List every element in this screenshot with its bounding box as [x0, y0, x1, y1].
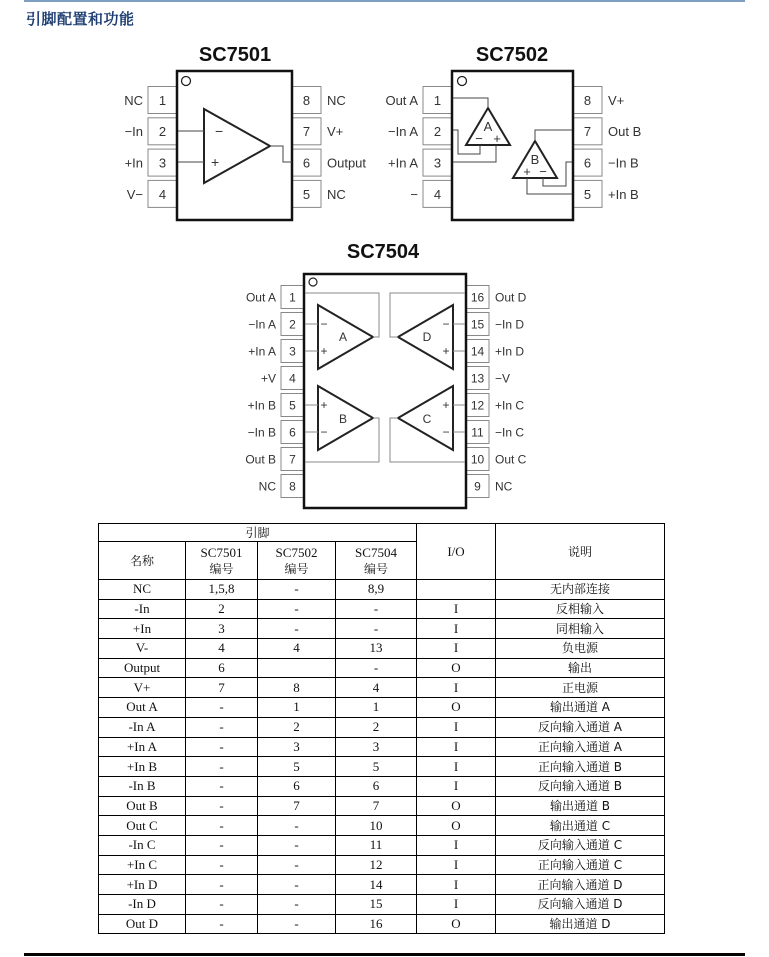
opamp-c-minus: −: [442, 425, 450, 439]
pin-number: 5: [583, 186, 592, 202]
cell-sc7504: -: [336, 599, 417, 619]
header-description: 说明: [496, 524, 665, 580]
cell-name: +In D: [99, 875, 186, 895]
pin-1: [124, 87, 177, 114]
cell-name: -In: [99, 599, 186, 619]
sc7501-diagram: [124, 44, 366, 220]
sc7502-amp-a-minus: −: [475, 131, 483, 146]
pin-label: Out B: [245, 452, 276, 467]
table-row: [99, 717, 665, 737]
cell-name: -In A: [99, 717, 186, 737]
pin-label: NC: [495, 479, 513, 494]
cell-sc7502: -: [258, 895, 336, 915]
pin-label: Out D: [495, 290, 527, 305]
pin-number: 14: [470, 344, 485, 359]
cell-io: [417, 580, 496, 600]
header-sc7501: [186, 542, 258, 580]
pin-number: 3: [158, 155, 167, 171]
opamp-b-label: B: [338, 412, 348, 426]
table-row: [99, 816, 665, 836]
table-row: [99, 698, 665, 718]
cell-sc7504: 4: [336, 678, 417, 698]
cell-desc: 输出通道 A: [496, 698, 665, 718]
table-row: [99, 678, 665, 698]
cell-sc7502: -: [258, 816, 336, 836]
sc7502-amp-a-label: A: [483, 119, 493, 134]
cell-sc7504: 1: [336, 698, 417, 718]
cell-io: O: [417, 914, 496, 934]
cell-sc7502: -: [258, 875, 336, 895]
pin-5: [292, 180, 346, 207]
cell-sc7502: 3: [258, 737, 336, 757]
cell-io: I: [417, 717, 496, 737]
table-row: [99, 737, 665, 757]
cell-name: NC: [99, 580, 186, 600]
pin-number: 4: [289, 371, 296, 386]
cell-name: Output: [99, 658, 186, 678]
pin-label: NC: [258, 479, 276, 494]
cell-io: I: [417, 776, 496, 796]
pin-number: 7: [583, 124, 592, 140]
pin-number: 8: [289, 479, 296, 494]
cell-sc7504: 5: [336, 757, 417, 777]
pin-label: Out B: [608, 124, 642, 140]
table-row: [99, 639, 665, 659]
pin-label: −In A: [248, 317, 276, 332]
cell-sc7504: -: [336, 658, 417, 678]
pin-label: −In: [124, 124, 143, 140]
cell-io: I: [417, 835, 496, 855]
cell-sc7501: -: [186, 816, 258, 836]
cell-sc7502: 4: [258, 639, 336, 659]
pin-number: 5: [302, 186, 311, 202]
cell-name: +In B: [99, 757, 186, 777]
cell-name: +In A: [99, 737, 186, 757]
table-row: [99, 658, 665, 678]
cell-sc7504: 10: [336, 816, 417, 836]
cell-io: I: [417, 855, 496, 875]
cell-desc: 反向输入通道 B: [496, 776, 665, 796]
pin-11: [466, 421, 524, 444]
cell-sc7501: -: [186, 835, 258, 855]
cell-name: -In D: [99, 895, 186, 915]
opamp-a-minus: −: [320, 317, 328, 331]
table-row: [99, 619, 665, 639]
pin-16: [466, 286, 527, 309]
pin-label: +In D: [495, 344, 525, 359]
cell-desc: 正电源: [496, 678, 665, 698]
pin-15: [466, 313, 524, 336]
table-row: [99, 914, 665, 934]
pin-4: [261, 367, 304, 390]
cell-sc7504: 3: [336, 737, 417, 757]
header-io: I/O: [417, 524, 496, 580]
cell-desc: 输出: [496, 658, 665, 678]
cell-sc7501: 4: [186, 639, 258, 659]
cell-sc7504: 2: [336, 717, 417, 737]
pin-number: 1: [158, 92, 167, 108]
pin-function-table: [98, 523, 665, 934]
pin-number: 4: [433, 186, 442, 202]
cell-sc7502: -: [258, 619, 336, 639]
pin-2: [248, 313, 304, 336]
pin-6: [248, 421, 304, 444]
cell-sc7502: 5: [258, 757, 336, 777]
pin-number: 10: [470, 452, 485, 467]
cell-name: V+: [99, 678, 186, 698]
cell-sc7501: -: [186, 895, 258, 915]
table-row: [99, 757, 665, 777]
cell-desc: 正向输入通道 D: [496, 875, 665, 895]
header-sc7504-num: 编号: [363, 561, 388, 576]
pin-label: −In B: [608, 155, 639, 171]
cell-desc: 负电源: [496, 639, 665, 659]
cell-sc7502: 1: [258, 698, 336, 718]
cell-desc: 输出通道 D: [496, 914, 665, 934]
pin-3: [125, 149, 177, 176]
pin-label: +In A: [248, 344, 276, 359]
cell-io: O: [417, 698, 496, 718]
cell-sc7501: -: [186, 698, 258, 718]
pin-label: Out C: [495, 452, 527, 467]
pin-label: NC: [327, 186, 346, 202]
pin-label: −In C: [495, 425, 525, 440]
pin-number: 2: [289, 317, 296, 332]
cell-io: I: [417, 875, 496, 895]
pin-number: 2: [433, 124, 442, 140]
table-row: [99, 796, 665, 816]
cell-desc: 反向输入通道 C: [496, 835, 665, 855]
pin-number: 7: [289, 452, 296, 467]
pin-number: 13: [470, 371, 485, 386]
opamp-d-label: D: [422, 330, 432, 344]
sc7502-amp-a-plus: +: [493, 131, 501, 146]
pin-7: [573, 118, 641, 145]
pin-10: [466, 448, 527, 471]
pin-5: [573, 180, 639, 207]
pin-2: [388, 118, 452, 145]
pin-number: 1: [289, 290, 296, 305]
cell-name: Out A: [99, 698, 186, 718]
table-row: [99, 599, 665, 619]
cell-sc7502: -: [258, 580, 336, 600]
pin-9: [466, 475, 513, 498]
cell-sc7502: 2: [258, 717, 336, 737]
cell-name: -In C: [99, 835, 186, 855]
table-row: [99, 835, 665, 855]
pin-label: +In C: [495, 398, 525, 413]
cell-sc7504: 11: [336, 835, 417, 855]
cell-sc7501: 1,5,8: [186, 580, 258, 600]
pin-label: V+: [327, 124, 344, 140]
pin-label: +V: [260, 371, 276, 386]
opamp-c-label: C: [422, 412, 432, 426]
pin-6: [573, 149, 639, 176]
pin-14: [466, 340, 524, 363]
cell-sc7501: -: [186, 796, 258, 816]
opamp-b-plus: +: [320, 398, 328, 412]
cell-desc: 输出通道 B: [496, 796, 665, 816]
cell-sc7504: 14: [336, 875, 417, 895]
pin-label: +In: [124, 155, 143, 171]
opamp-a-label: A: [338, 330, 348, 344]
pin-3: [248, 340, 304, 363]
cell-desc: 输出通道 C: [496, 816, 665, 836]
pin-13: [466, 367, 510, 390]
cell-name: Out B: [99, 796, 186, 816]
cell-name: V-: [99, 639, 186, 659]
cell-sc7502: 8: [258, 678, 336, 698]
cell-io: I: [417, 757, 496, 777]
pin-label: V+: [608, 92, 625, 108]
pin-label: +In B: [247, 398, 276, 413]
pin-number: 1: [433, 92, 442, 108]
pin-1: [385, 87, 452, 114]
pin-number: 11: [471, 425, 484, 440]
sc7501-plus-sign: +: [211, 154, 220, 170]
pin-label: −: [410, 186, 418, 202]
cell-desc: 反向输入通道 D: [496, 895, 665, 915]
header-sc7504-model: SC7504: [355, 544, 397, 560]
pin-number: 3: [289, 344, 296, 359]
pin-2: [125, 118, 177, 145]
pin-5: [248, 394, 304, 417]
cell-sc7501: -: [186, 717, 258, 737]
pin-number: 5: [289, 398, 296, 413]
cell-desc: 反相输入: [496, 599, 665, 619]
cell-sc7504: 6: [336, 776, 417, 796]
cell-sc7502: -: [258, 835, 336, 855]
cell-name: +In: [99, 619, 186, 639]
cell-desc: 无内部连接: [496, 580, 665, 600]
opamp-c-plus: +: [442, 398, 450, 412]
sc7502-amp-b-label: B: [530, 152, 540, 167]
cell-sc7504: 15: [336, 895, 417, 915]
cell-sc7501: 7: [186, 678, 258, 698]
header-sc7501-model: SC7501: [200, 544, 243, 560]
pin-label: +In A: [388, 155, 418, 171]
pin-7: [292, 118, 343, 145]
pin-label: −In A: [388, 124, 418, 140]
sc7504-diagram: [245, 241, 526, 508]
cell-sc7502: -: [258, 914, 336, 934]
header-sc7502-num: 编号: [284, 561, 309, 576]
cell-sc7502: 7: [258, 796, 336, 816]
pin-label: NC: [327, 92, 346, 108]
cell-io: I: [417, 737, 496, 757]
cell-desc: 正向输入通道 A: [496, 737, 665, 757]
cell-sc7504: 8,9: [336, 580, 417, 600]
header-pins-group: 引脚: [99, 524, 417, 542]
sc7502-diagram: [385, 44, 641, 220]
cell-io: I: [417, 639, 496, 659]
cell-sc7504: 7: [336, 796, 417, 816]
cell-name: Out C: [99, 816, 186, 836]
sc7501-title: SC7501: [198, 44, 272, 66]
sc7502-title: SC7502: [475, 44, 549, 66]
cell-io: I: [417, 895, 496, 915]
header-sc7502-model: SC7502: [275, 544, 318, 560]
cell-sc7501: -: [186, 757, 258, 777]
cell-sc7502: -: [258, 599, 336, 619]
pin-7: [245, 448, 304, 471]
pin-label: NC: [124, 92, 143, 108]
cell-sc7501: -: [186, 914, 258, 934]
cell-sc7501: -: [186, 875, 258, 895]
cell-name: -In B: [99, 776, 186, 796]
pin-number: 7: [302, 124, 311, 140]
table-row: [99, 895, 665, 915]
pin-number: 12: [470, 398, 485, 413]
pin-6: [292, 149, 366, 176]
pin-label: Output: [327, 155, 367, 171]
table-row: [99, 855, 665, 875]
pin-1: [246, 286, 304, 309]
pin-12: [466, 394, 524, 417]
cell-sc7504: 16: [336, 914, 417, 934]
cell-io: O: [417, 816, 496, 836]
pin-number: 15: [470, 317, 485, 332]
pin-label: V−: [126, 186, 143, 202]
header-sc7501-num: 编号: [209, 561, 234, 576]
header-sc7502: [258, 542, 336, 580]
opamp-b-minus: −: [320, 425, 328, 439]
sc7504-title: SC7504: [346, 241, 420, 263]
pin-number: 4: [158, 186, 167, 202]
pin-number: 6: [289, 425, 296, 440]
pin-number: 3: [433, 155, 442, 171]
cell-sc7504: -: [336, 619, 417, 639]
pin-number: 16: [470, 290, 485, 305]
sc7502-amp-b-minus: −: [539, 164, 547, 179]
cell-sc7501: -: [186, 855, 258, 875]
header-sc7504: [336, 542, 417, 580]
cell-sc7504: 13: [336, 639, 417, 659]
cell-sc7504: 12: [336, 855, 417, 875]
pin-number: 8: [302, 92, 311, 108]
pin-4: [410, 180, 452, 207]
cell-io: O: [417, 658, 496, 678]
pin-number: 6: [583, 155, 592, 171]
pin-number: 9: [474, 479, 481, 494]
pin-3: [388, 149, 452, 176]
pin-8: [573, 87, 624, 114]
pin-label: −V: [495, 371, 511, 386]
pin-label: −In D: [495, 317, 525, 332]
cell-name: +In C: [99, 855, 186, 875]
cell-io: I: [417, 678, 496, 698]
cell-io: I: [417, 619, 496, 639]
opamp-d-minus: −: [442, 317, 450, 331]
table-row: [99, 776, 665, 796]
cell-sc7501: 6: [186, 658, 258, 678]
cell-sc7502: -: [258, 855, 336, 875]
cell-sc7501: -: [186, 737, 258, 757]
cell-sc7501: 2: [186, 599, 258, 619]
cell-sc7502: 6: [258, 776, 336, 796]
pin-label: −In B: [247, 425, 276, 440]
pin-4: [127, 180, 177, 207]
section-title: 引脚配置和功能: [26, 10, 135, 28]
opamp-a-plus: +: [320, 344, 328, 358]
cell-sc7501: -: [186, 776, 258, 796]
pin-8: [292, 87, 346, 114]
cell-desc: 反向输入通道 A: [496, 717, 665, 737]
footer-rule: [24, 953, 745, 956]
table-row: [99, 875, 665, 895]
pin-8: [259, 475, 304, 498]
sc7502-amp-b-plus: +: [523, 164, 531, 179]
opamp-d-plus: +: [442, 344, 450, 358]
pin-number: 2: [158, 124, 167, 140]
cell-io: O: [417, 796, 496, 816]
cell-sc7501: 3: [186, 619, 258, 639]
cell-io: I: [417, 599, 496, 619]
cell-name: Out D: [99, 914, 186, 934]
cell-desc: 正向输入通道 C: [496, 855, 665, 875]
cell-desc: 正向输入通道 B: [496, 757, 665, 777]
pin-number: 6: [302, 155, 311, 171]
pin-label: Out A: [385, 92, 418, 108]
sc7501-minus-sign: −: [215, 123, 224, 139]
pin-label: Out A: [245, 290, 276, 305]
pin-label: +In B: [608, 186, 639, 202]
cell-desc: 同相输入: [496, 619, 665, 639]
table-row: [99, 580, 665, 600]
pin-number: 8: [583, 92, 592, 108]
cell-sc7502: [258, 658, 336, 678]
header-name: 名称: [99, 542, 186, 580]
